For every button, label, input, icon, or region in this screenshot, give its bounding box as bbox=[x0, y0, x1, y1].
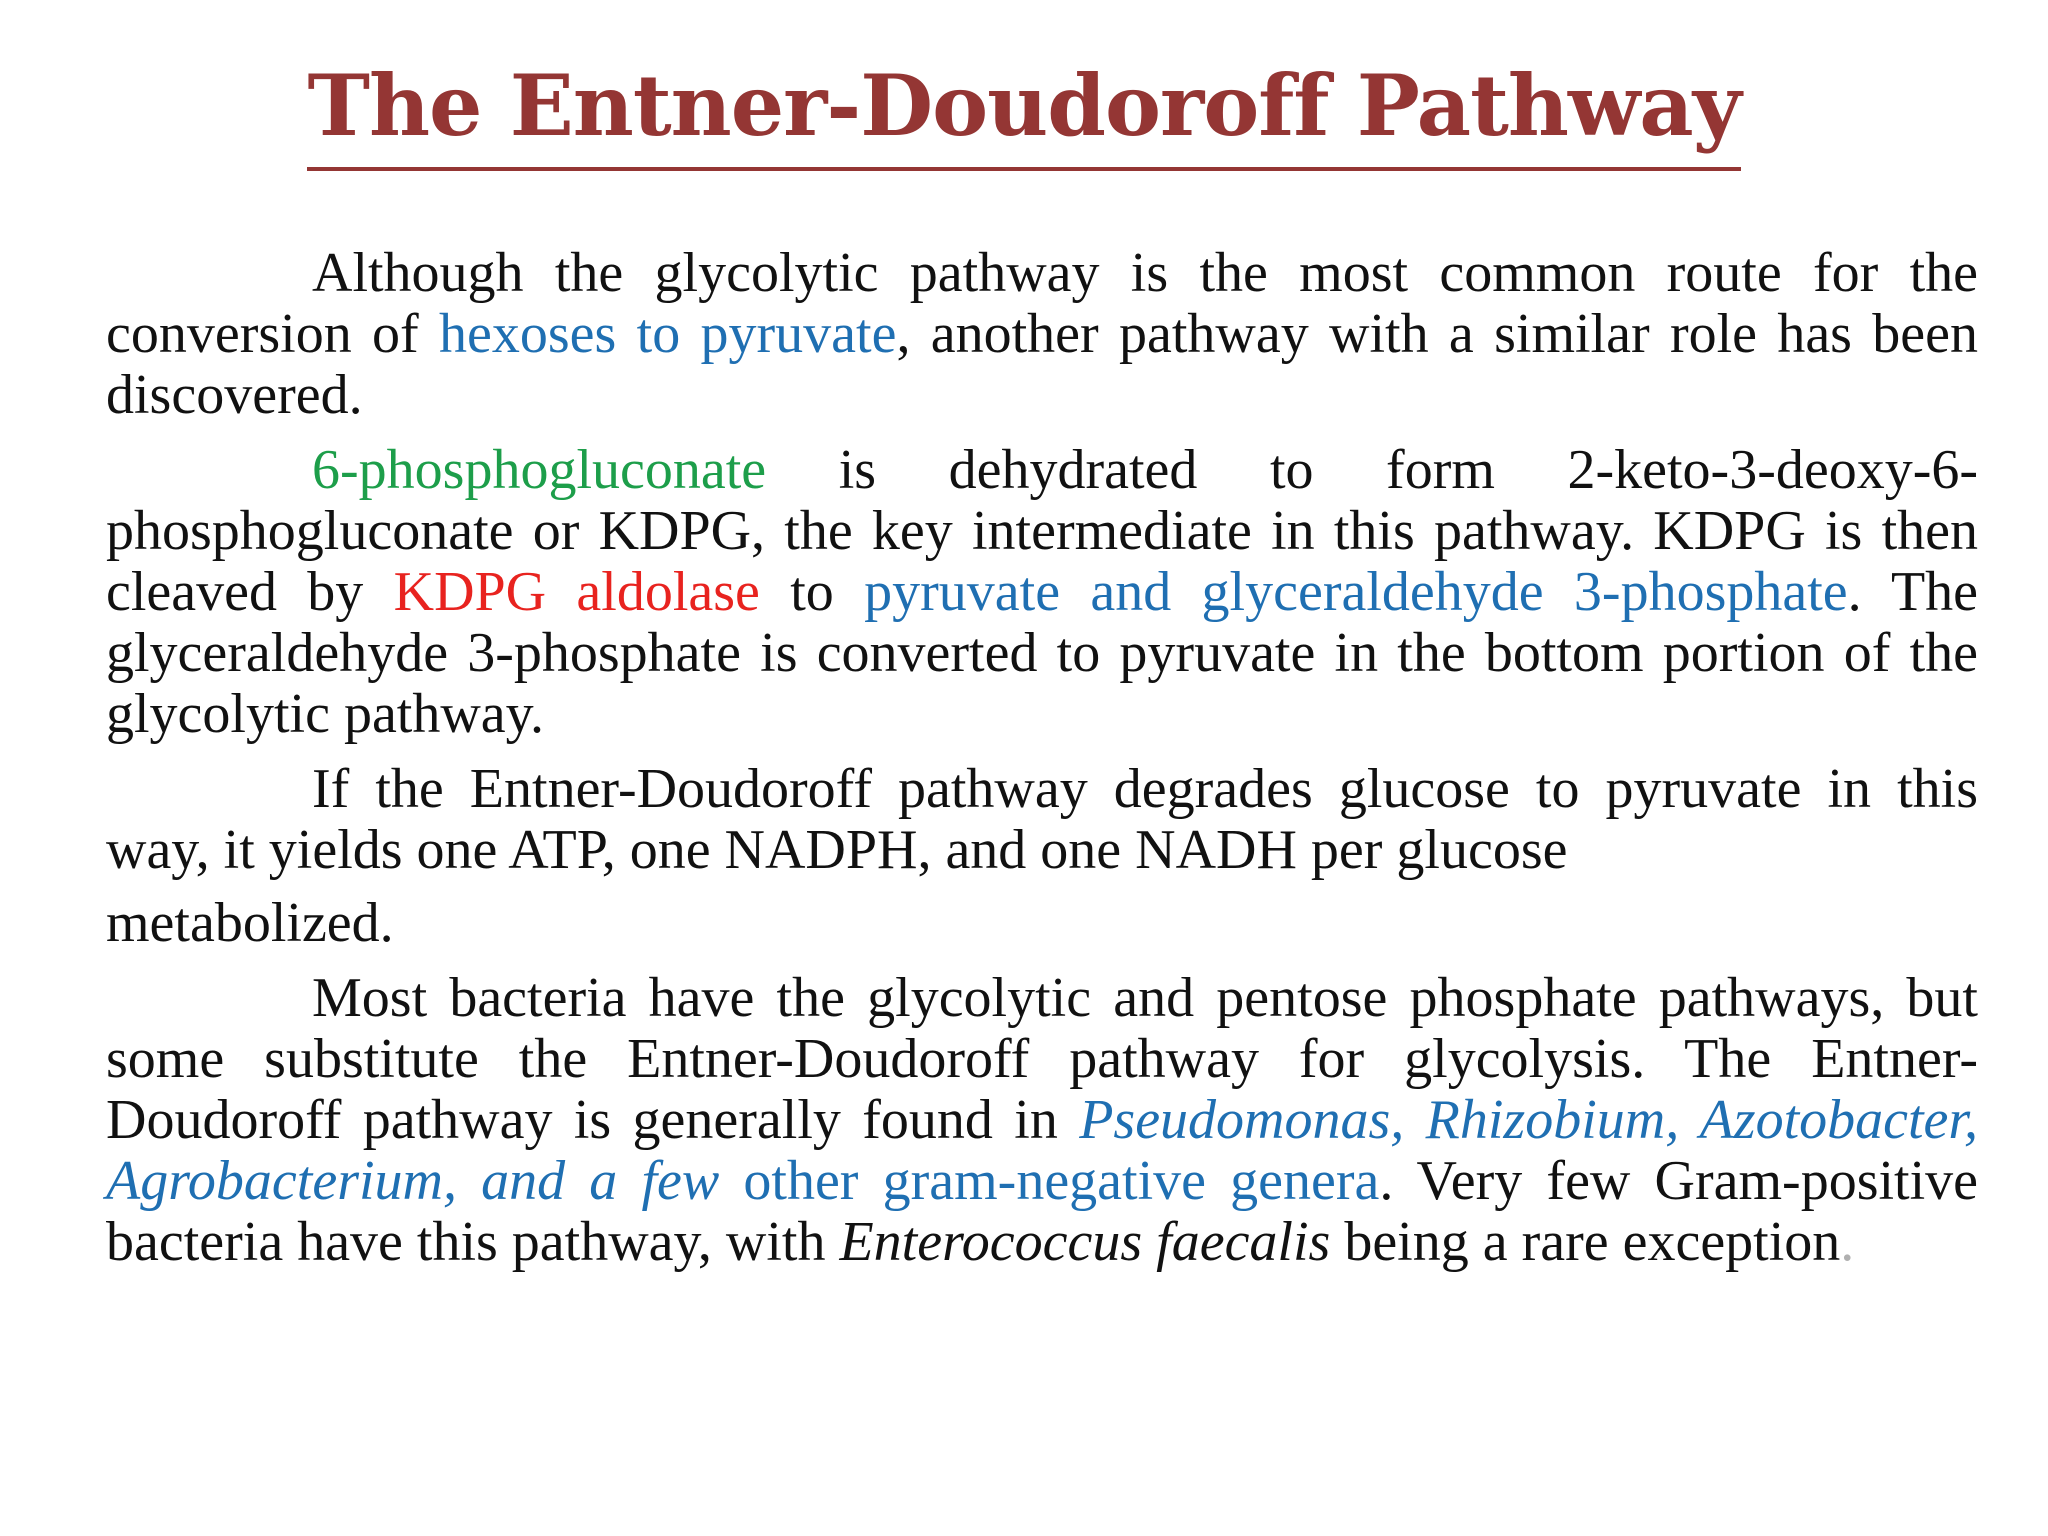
p4-text-3: being a rare exception bbox=[1330, 1211, 1841, 1273]
p2-highlight-products: pyruvate and glyceraldehyde 3-phosphate bbox=[864, 561, 1848, 623]
p4-final-period: . bbox=[1840, 1211, 1855, 1273]
paragraph-4 bbox=[106, 968, 1978, 1273]
title-container bbox=[0, 58, 2048, 171]
paragraph-2 bbox=[106, 440, 1978, 745]
p4-highlight-gram-negative: other gram-negative genera bbox=[719, 1150, 1380, 1212]
p3-text-2: metabolized. bbox=[106, 892, 394, 954]
slide-body bbox=[106, 243, 1978, 1287]
p2-text-1: is dehydrated to form 2-keto-3-deoxy-6-phosphogluconate or KDPG, the key intermediate in this pathway. KDPG is then cleaved by bbox=[106, 439, 1978, 623]
p3-text-1: If the Entner-Doudoroff pathway degrades glucose to pyruvate in this way, it yields one ATP, one NADPH, and one NADH per glucose bbox=[106, 758, 1978, 881]
p2-highlight-kdpg-aldolase: KDPG aldolase bbox=[393, 561, 760, 623]
p2-highlight-6-phosphogluconate: 6-phosphogluconate bbox=[312, 439, 767, 501]
p4-text-2: . Very few Gram-positive bacteria have this pathway, with bbox=[106, 1150, 1979, 1273]
p4-highlight-genera-list: Pseudomonas, Rhizobium, Azotobacter, Agrobacterium, and a few bbox=[106, 1089, 1978, 1212]
p2-text-2: to bbox=[759, 561, 865, 623]
p2-text-3: . The glyceraldehyde 3-phosphate is converted to pyruvate in the bottom portion of the glycolytic pathway. bbox=[106, 561, 1979, 745]
p4-text-1: Most bacteria have the glycolytic and pentose phosphate pathways, but some substitute the Entner-Doudoroff pathway for glycolysis. The Entner-Doudoroff pathway is generally found in bbox=[106, 967, 1978, 1151]
p1-text-1: Although the glycolytic pathway is the most common route for the conversion of bbox=[106, 242, 1978, 365]
p1-highlight-hexoses: hexoses to pyruvate bbox=[439, 303, 897, 365]
paragraph-3 bbox=[106, 759, 1978, 954]
paragraph-1 bbox=[106, 243, 1978, 426]
slide-title: The Entner-Doudoroff Pathway bbox=[307, 58, 1740, 171]
p1-text-2: , another pathway with a similar role has been discovered. bbox=[106, 303, 1979, 426]
p4-enterococcus: Enterococcus faecalis bbox=[839, 1211, 1331, 1273]
